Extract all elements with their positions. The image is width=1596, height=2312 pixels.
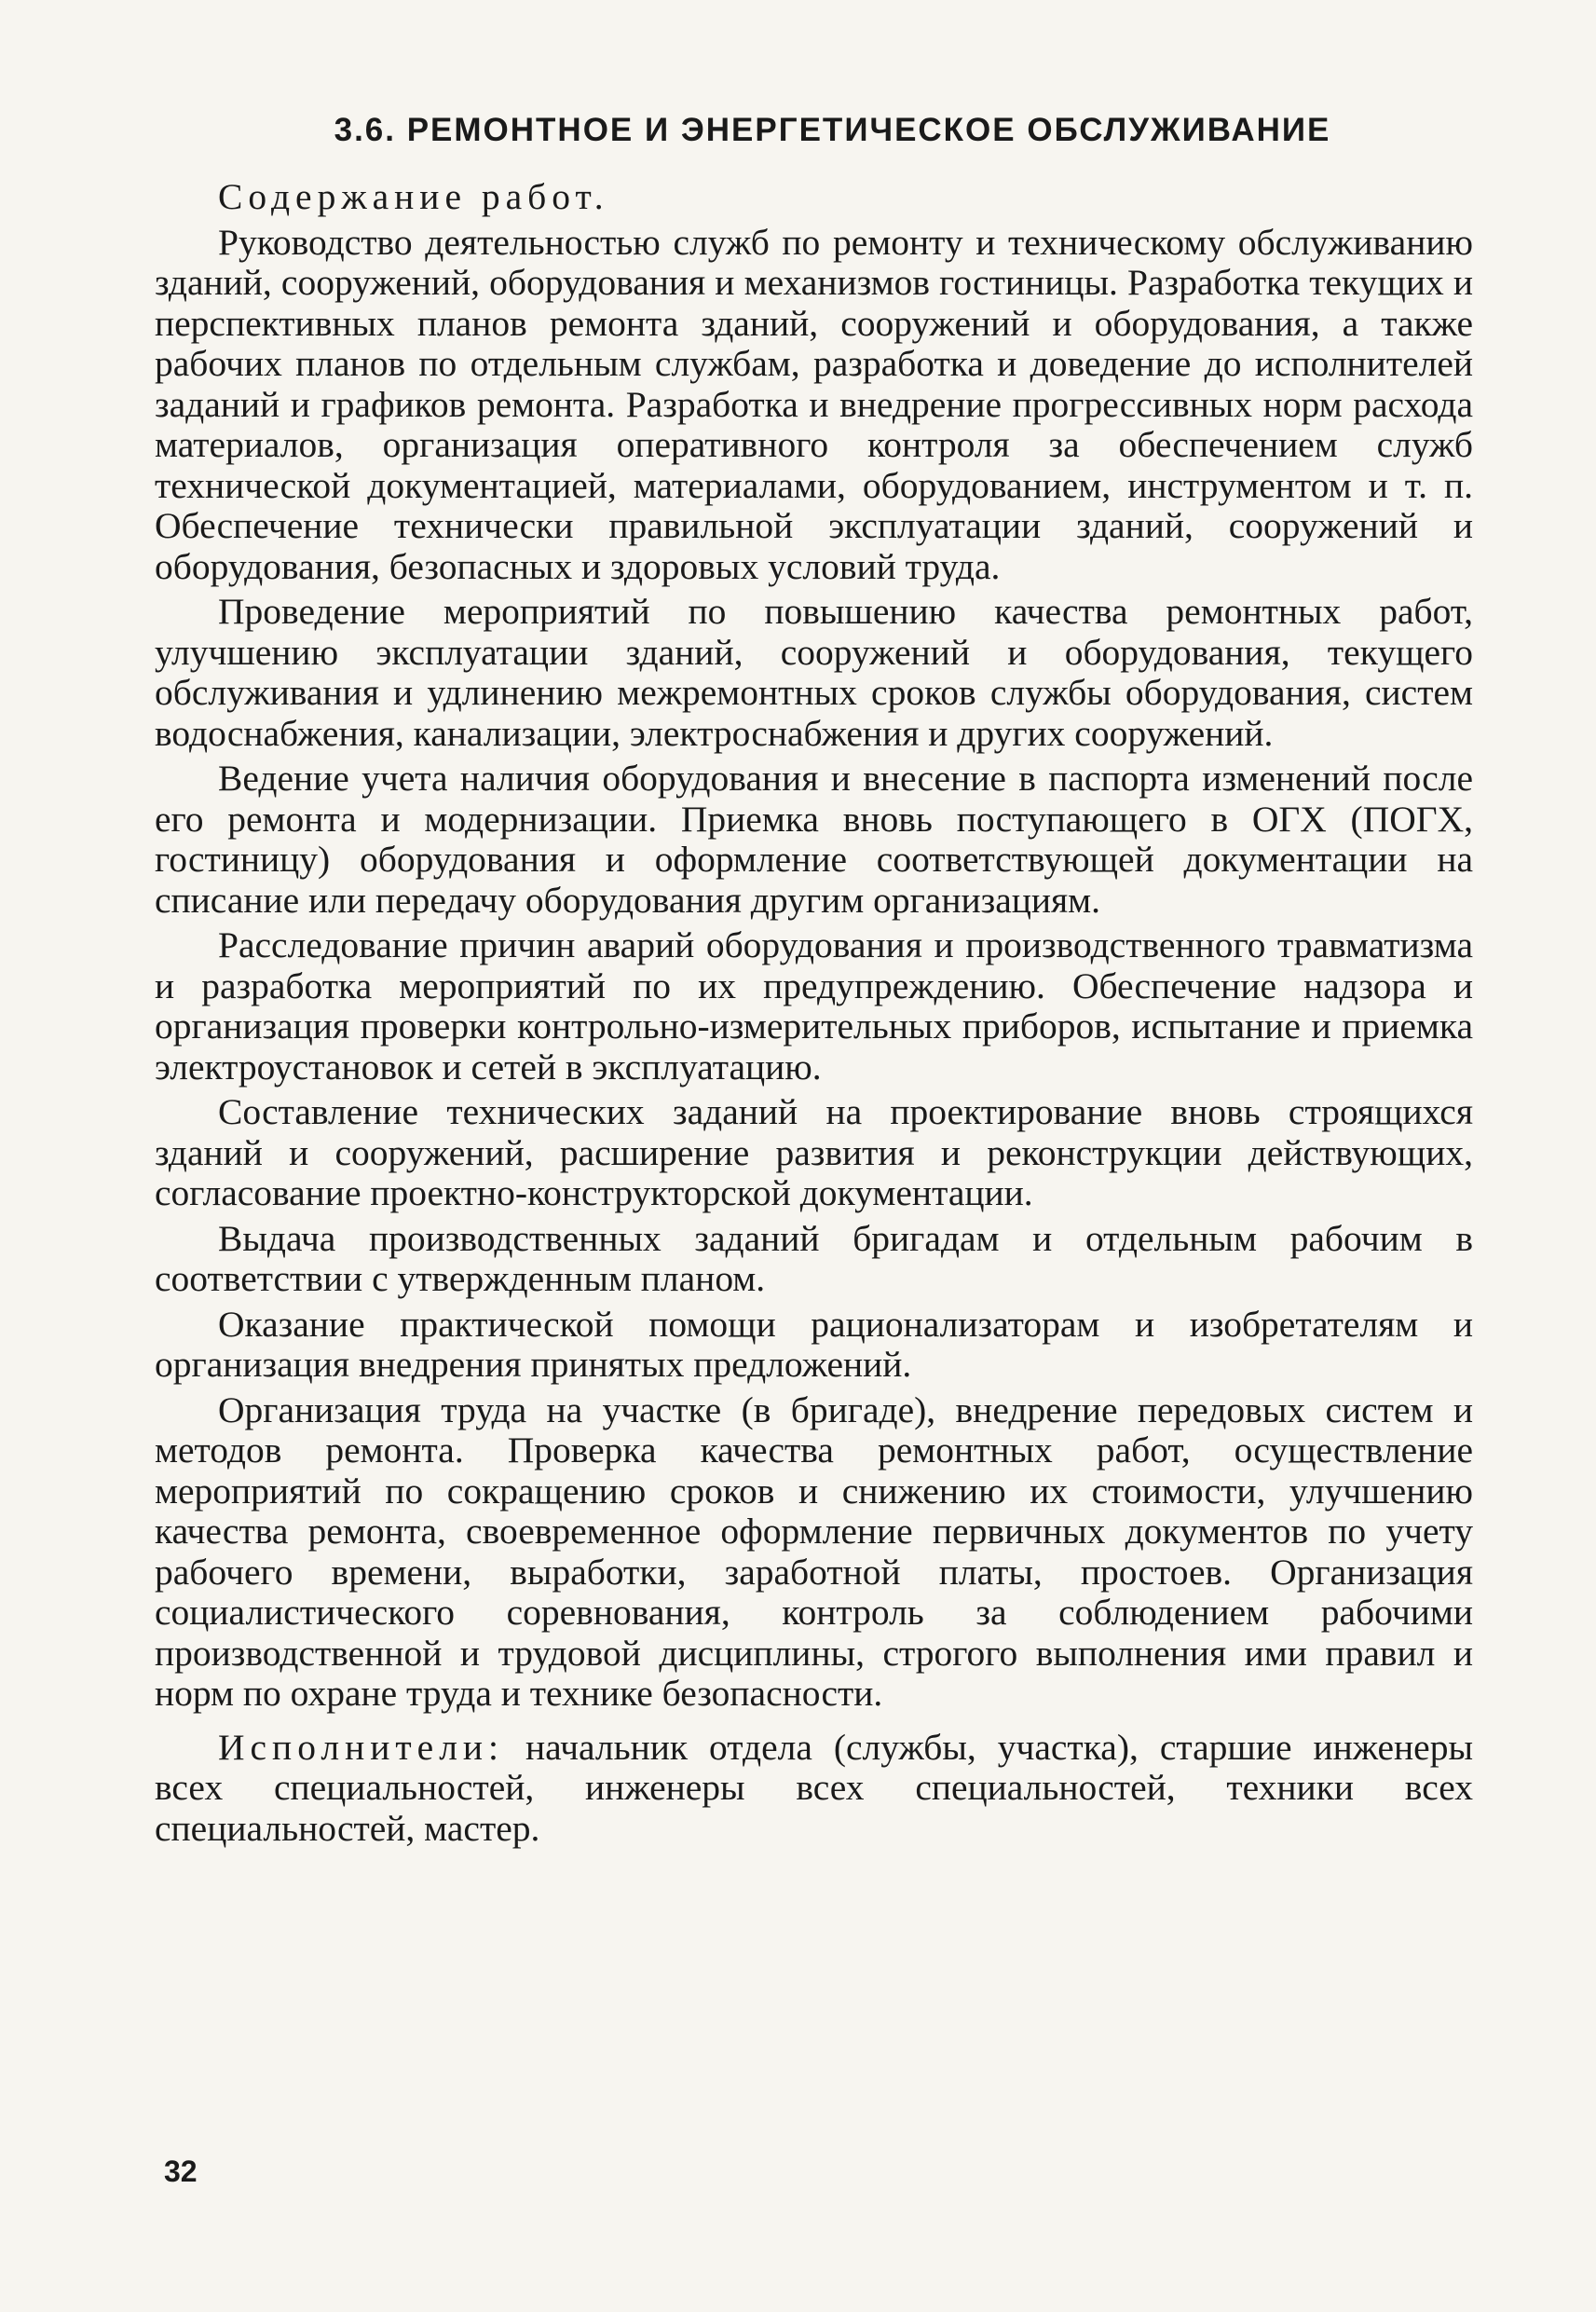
paragraph-8: Организация труда на участке (в бригаде), внедрение передовых систем и методов ремонта. Проверка качества ремонтных работ, осуществление мероприятий по сокращению сроков и снижению их стоимости, улучшению качества ремонта, своевременное оформление первичных документов по учету рабочего времени, выработки, заработной платы, простоев. Организация социалистического соревнования, контроль за соблюдением рабочими производственной и трудовой дисциплины, строгого выполнения ими правил и норм по охране труда и технике безопасности. xyxy=(155,1389,1473,1714)
paragraph-3: Ведение учета наличия оборудования и внесение в паспорта изменений после его ремонта и модернизации. Приемка вновь поступающего в ОГХ (ПОГХ, гостиницу) оборудования и оформление соответствующей документации на списание или передачу оборудования другим организациям. xyxy=(155,758,1473,921)
paragraph-2: Проведение мероприятий по повышению качества ремонтных работ, улучшению эксплуатации зданий, сооружений и оборудования, текущего обслуживания и удлинению межремонтных сроков службы оборудования, систем водоснабжения, канализации, электроснабжения и других сооружений. xyxy=(155,591,1473,754)
paragraph-7: Оказание практической помощи рационализаторам и изобретателям и организация внедрения принятых предложений. xyxy=(155,1303,1473,1385)
paragraph-5: Составление технических заданий на проектирование вновь строящихся зданий и сооружений, расширение развития и реконструкции действующих, согласование проектно-конструкторской документации. xyxy=(155,1091,1473,1213)
executors-paragraph xyxy=(155,1728,1473,1850)
paragraph-1: Руководство деятельностью служб по ремонту и техническому обслуживанию зданий, сооружений, оборудования и механизмов гостиницы. Разработка текущих и перспективных планов ремонта зданий, сооружений и оборудования, а также рабочих планов по отдельным службам, разработка и доведение до исполнителей заданий и графиков ремонта. Разработка и внедрение прогрессивных норм расхода материалов, организация оперативного контроля за обеспечением служб технической документацией, материалами, оборудованием, инструментом и т. п. Обеспечение технически правильной эксплуатации зданий, сооружений и оборудования, безопасных и здоровых условий труда. xyxy=(155,221,1473,587)
executors-text: начальник отдела (службы, участка), старшие инженеры всех специальностей, инженеры всех специальностей, техники всех специальностей, мастер. xyxy=(155,1726,1473,1849)
content-label: Содержание работ. xyxy=(218,176,609,217)
paragraph-4: Расследование причин аварий оборудования и производственного травматизма и разработка мероприятий по их предупреждению. Обеспечение надзора и организация проверки контрольно-измерительных приборов, испытание и приемка электроустановок и сетей в эксплуатацию. xyxy=(155,924,1473,1088)
page-number: 32 xyxy=(164,2155,198,2188)
section-heading: 3.6. РЕМОНТНОЕ И ЭНЕРГЕТИЧЕСКОЕ ОБСЛУЖИВАНИЕ xyxy=(334,112,1331,148)
paragraph-6: Выдача производственных заданий бригадам и отдельным рабочим в соответствии с утвержденным планом. xyxy=(155,1217,1473,1299)
executors-label: Исполнители: xyxy=(218,1726,505,1768)
